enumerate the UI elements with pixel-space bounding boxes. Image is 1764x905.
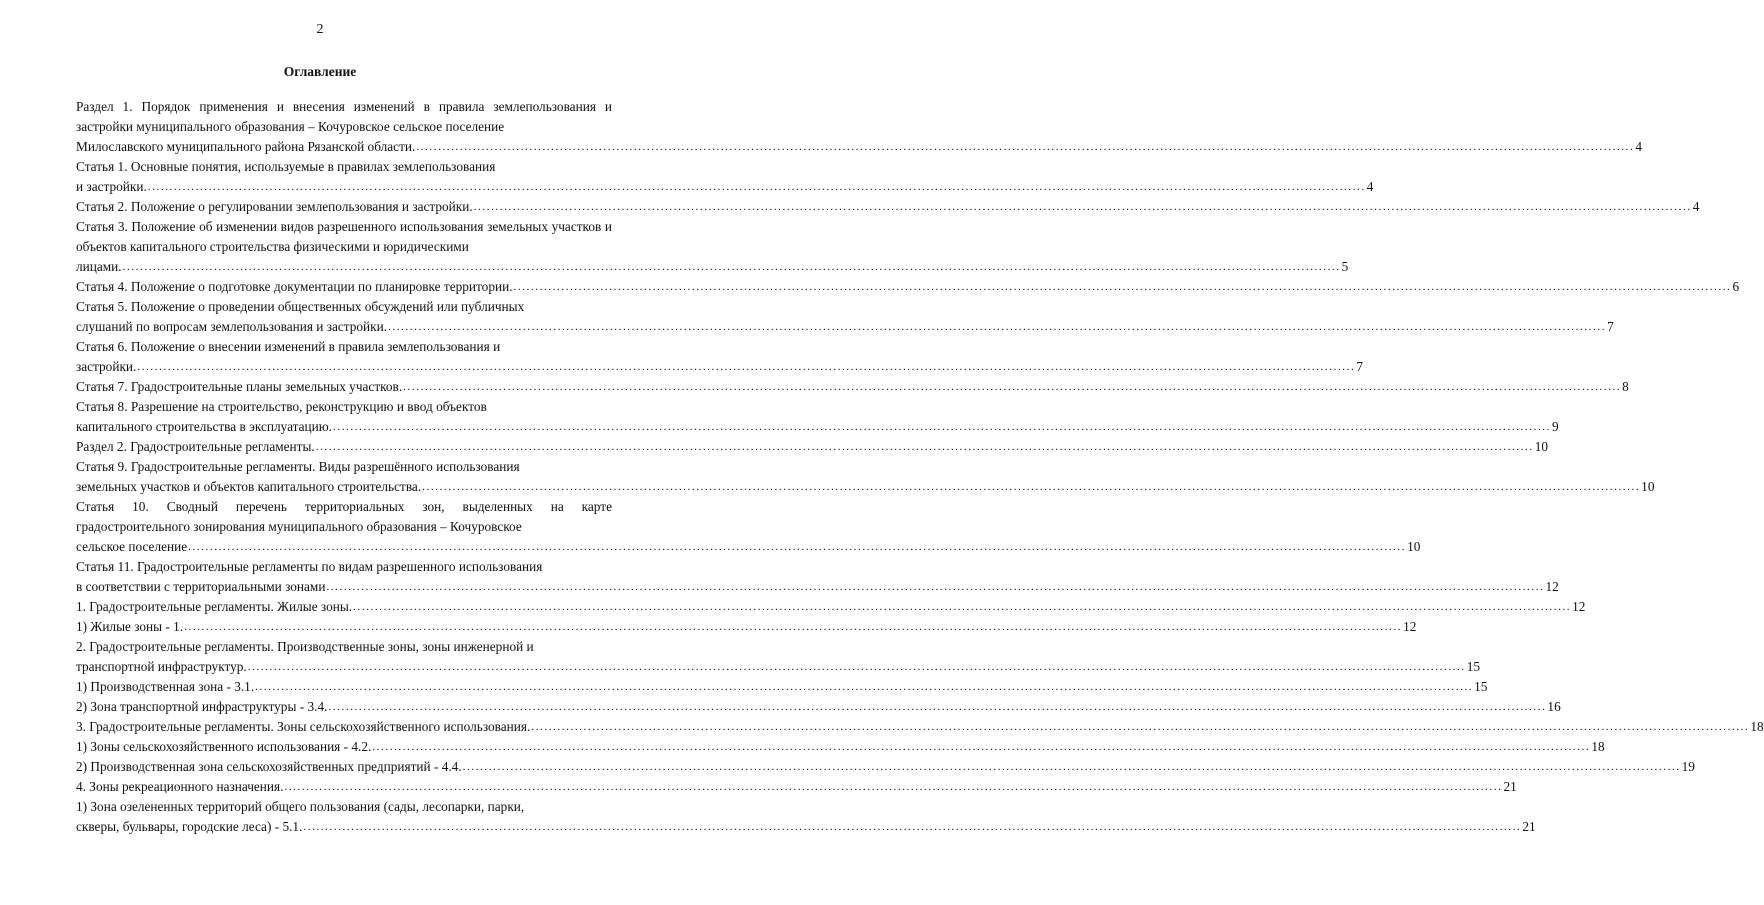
dot-leader: ........................................................................................................................................................................................................................................................................................ bbox=[328, 701, 1547, 713]
toc-entry-page: 18 bbox=[1750, 719, 1764, 734]
toc-entry-text: Статья 9. Градостроительные регламенты. Виды разрешённого использования bbox=[76, 459, 520, 474]
dot-leader: ........................................................................................................................................................................................................................................................................................ bbox=[122, 261, 1341, 273]
table-of-contents bbox=[76, 97, 1764, 837]
toc-entry[interactable] bbox=[76, 457, 1655, 497]
toc-entry[interactable] bbox=[76, 97, 1642, 157]
toc-entry-text: Статья 1. Основные понятия, используемые в правилах землепользования bbox=[76, 159, 496, 174]
toc-entry-tail: в соответствии с территориальными зонами bbox=[76, 579, 326, 594]
toc-entry-last-line bbox=[76, 617, 1417, 637]
toc-entry-page: 10 bbox=[1407, 539, 1421, 554]
toc-entry-tail: сельское поселение bbox=[76, 539, 188, 554]
toc-entry[interactable] bbox=[76, 297, 1614, 337]
dot-leader: ........................................................................................................................................................................................................................................................................................ bbox=[255, 681, 1474, 693]
toc-entry[interactable] bbox=[76, 557, 1559, 597]
toc-entry-last-line bbox=[76, 717, 1764, 737]
dot-leader: ........................................................................................................................................................................................................................................................................................ bbox=[137, 361, 1356, 373]
toc-entry-last-line bbox=[76, 657, 1481, 677]
toc-entry-page: 7 bbox=[1356, 359, 1363, 374]
toc-entry-tail: скверы, бульвары, городские леса) - 5.1. bbox=[76, 819, 303, 834]
dot-leader: ........................................................................................................................................................................................................................................................................................ bbox=[188, 541, 1407, 553]
toc-entry-page: 10 bbox=[1641, 479, 1655, 494]
toc-entry-page: 8 bbox=[1622, 379, 1629, 394]
toc-entry-last-line bbox=[76, 177, 1374, 197]
toc-entry-tail: Милославского муниципального района Рязанской области. bbox=[76, 139, 416, 154]
toc-entry-page: 10 bbox=[1534, 439, 1549, 454]
dot-leader: ........................................................................................................................................................................................................................................................................................ bbox=[315, 441, 1534, 453]
toc-entry-tail: земельных участков и объектов капитального строительства. bbox=[76, 479, 422, 494]
toc-entry-text: 1) Зона озелененных территорий общего пользования (сады, лесопарки, парки, bbox=[76, 799, 525, 814]
toc-entry-text: Статья 5. Положение о проведении общественных обсуждений или публичных bbox=[76, 299, 525, 314]
toc-entry[interactable] bbox=[76, 157, 1374, 197]
toc-entry-page: 18 bbox=[1591, 739, 1605, 754]
toc-entry-tail: 4. Зоны рекреационного назначения. bbox=[76, 779, 284, 794]
dot-leader: ........................................................................................................................................................................................................................................................................................ bbox=[284, 781, 1503, 793]
toc-entry-tail: 1) Производственная зона - 3.1. bbox=[76, 679, 255, 694]
toc-entry-tail: 2) Производственная зона сельскохозяйственных предприятий - 4.4. bbox=[76, 759, 462, 774]
toc-entry-tail: Статья 4. Положение о подготовке документации по планировке территории. bbox=[76, 279, 513, 294]
toc-entry-tail: 1) Зоны сельскохозяйственного использования - 4.2. bbox=[76, 739, 372, 754]
toc-entry-page: 4 bbox=[1635, 139, 1642, 154]
toc-entry-last-line bbox=[76, 437, 1549, 457]
toc-entry-text: Раздел 1. Порядок применения и внесения изменений в правила землепользования и застройки муниципального образования – Кочуровское сельское поселение bbox=[76, 99, 612, 134]
toc-entry-page: 9 bbox=[1552, 419, 1559, 434]
toc-entry[interactable] bbox=[76, 377, 1629, 397]
toc-entry-text: Статья 6. Положение о внесении изменений в правила землепользования и bbox=[76, 339, 501, 354]
toc-entry-page: 12 bbox=[1545, 579, 1559, 594]
dot-leader: ........................................................................................................................................................................................................................................................................................ bbox=[372, 741, 1591, 753]
toc-entry[interactable] bbox=[76, 797, 1536, 837]
toc-entry[interactable] bbox=[76, 737, 1605, 757]
toc-entry-tail: застройки. bbox=[76, 359, 137, 374]
toc-entry[interactable] bbox=[76, 437, 1549, 457]
dot-leader: ........................................................................................................................................................................................................................................................................................ bbox=[422, 481, 1641, 493]
toc-entry-last-line bbox=[76, 257, 1349, 277]
dot-leader: ........................................................................................................................................................................................................................................................................................ bbox=[462, 761, 1681, 773]
toc-entry-tail: 1) Жилые зоны - 1. bbox=[76, 619, 184, 634]
dot-leader: ........................................................................................................................................................................................................................................................................................ bbox=[326, 581, 1545, 593]
toc-entry-page: 6 bbox=[1732, 279, 1740, 294]
toc-entry-text: 2. Градостроительные регламенты. Производственные зоны, зоны инженерной и bbox=[76, 639, 534, 654]
dot-leader: ........................................................................................................................................................................................................................................................................................ bbox=[247, 661, 1466, 673]
dot-leader: ........................................................................................................................................................................................................................................................................................ bbox=[147, 181, 1366, 193]
toc-entry[interactable] bbox=[76, 197, 1700, 217]
dot-leader: ........................................................................................................................................................................................................................................................................................ bbox=[513, 281, 1732, 293]
toc-entry-tail: слушаний по вопросам землепользования и застройки. bbox=[76, 319, 388, 334]
toc-entry-page: 21 bbox=[1503, 779, 1517, 794]
toc-entry-last-line bbox=[76, 757, 1695, 777]
toc-entry-last-line bbox=[76, 817, 1536, 837]
toc-entry-tail: 1. Градостроительные регламенты. Жилые зоны. bbox=[76, 599, 353, 614]
toc-entry-last-line bbox=[76, 377, 1629, 397]
toc-entry[interactable] bbox=[76, 597, 1586, 617]
dot-leader: ........................................................................................................................................................................................................................................................................................ bbox=[473, 201, 1692, 213]
toc-entry-last-line bbox=[76, 317, 1614, 337]
toc-entry-last-line bbox=[76, 417, 1559, 437]
toc-entry-last-line bbox=[76, 697, 1561, 717]
toc-entry-page: 5 bbox=[1341, 259, 1349, 274]
toc-entry-tail: 3. Градостроительные регламенты. Зоны сельскохозяйственного использования. bbox=[76, 719, 531, 734]
toc-entry-tail: капитального строительства в эксплуатацию. bbox=[76, 419, 332, 434]
toc-entry-text: Статья 10. Сводный перечень территориальных зон, выделенных на карте градостроительного зонирования муниципального образования – Кочуровское bbox=[76, 499, 612, 534]
toc-entry[interactable] bbox=[76, 277, 1740, 297]
toc-entry-text: Статья 8. Разрешение на строительство, реконструкцию и ввод объектов bbox=[76, 399, 487, 414]
toc-entry-page: 15 bbox=[1474, 679, 1488, 694]
toc-entry-page: 16 bbox=[1547, 699, 1561, 714]
page-number: 2 bbox=[316, 22, 324, 37]
toc-entry-page: 7 bbox=[1607, 319, 1614, 334]
toc-entry-last-line bbox=[76, 537, 1421, 557]
toc-entry-tail: 2) Зона транспортной инфраструктуры - 3.4. bbox=[76, 699, 328, 714]
toc-entry[interactable] bbox=[76, 697, 1561, 717]
dot-leader: ........................................................................................................................................................................................................................................................................................ bbox=[184, 621, 1403, 633]
toc-entry[interactable] bbox=[76, 337, 1363, 377]
dot-leader: ........................................................................................................................................................................................................................................................................................ bbox=[388, 321, 1607, 333]
toc-entry[interactable] bbox=[76, 717, 1764, 737]
toc-entry-last-line bbox=[76, 477, 1655, 497]
toc-entry[interactable] bbox=[76, 677, 1488, 697]
toc-entry-tail: лицами. bbox=[76, 259, 122, 274]
toc-entry-text: Статья 3. Положение об изменении видов разрешенного использования земельных участков и объектов капитального строительства физическими и юридическими bbox=[76, 219, 612, 254]
toc-entry-page: 19 bbox=[1681, 759, 1695, 774]
toc-entry-text: Статья 11. Градостроительные регламенты по видам разрешенного использования bbox=[76, 559, 543, 574]
toc-entry-page: 12 bbox=[1403, 619, 1417, 634]
toc-entry-last-line bbox=[76, 737, 1605, 757]
toc-entry[interactable] bbox=[76, 777, 1517, 797]
toc-entry[interactable] bbox=[76, 617, 1417, 637]
toc-title: Оглавление bbox=[283, 64, 357, 79]
toc-entry[interactable] bbox=[76, 757, 1695, 777]
dot-leader: ........................................................................................................................................................................................................................................................................................ bbox=[416, 141, 1635, 153]
dot-leader: ........................................................................................................................................................................................................................................................................................ bbox=[303, 821, 1522, 833]
dot-leader: ........................................................................................................................................................................................................................................................................................ bbox=[531, 721, 1750, 733]
toc-entry[interactable] bbox=[76, 397, 1559, 437]
toc-entry-last-line bbox=[76, 777, 1517, 797]
toc-entry[interactable] bbox=[76, 217, 1349, 277]
toc-entry-last-line bbox=[76, 137, 1642, 157]
toc-entry[interactable] bbox=[76, 497, 1421, 557]
toc-entry[interactable] bbox=[76, 637, 1481, 677]
dot-leader: ........................................................................................................................................................................................................................................................................................ bbox=[353, 601, 1572, 613]
toc-entry-last-line bbox=[76, 597, 1586, 617]
toc-entry-last-line bbox=[76, 277, 1740, 297]
dot-leader: ........................................................................................................................................................................................................................................................................................ bbox=[403, 381, 1622, 393]
toc-entry-last-line bbox=[76, 357, 1363, 377]
toc-entry-last-line bbox=[76, 197, 1700, 217]
toc-entry-page: 4 bbox=[1366, 179, 1374, 194]
toc-entry-tail: и застройки. bbox=[76, 179, 147, 194]
toc-entry-tail: транспортной инфраструктур. bbox=[76, 659, 247, 674]
dot-leader: ........................................................................................................................................................................................................................................................................................ bbox=[333, 421, 1551, 433]
toc-entry-page: 12 bbox=[1572, 599, 1586, 614]
toc-entry-page: 15 bbox=[1466, 659, 1481, 674]
toc-entry-page: 21 bbox=[1522, 819, 1536, 834]
toc-entry-tail: Статья 2. Положение о регулировании землепользования и застройки. bbox=[76, 199, 473, 214]
toc-entry-tail: Раздел 2. Градостроительные регламенты. bbox=[76, 439, 315, 454]
toc-entry-tail: Статья 7. Градостроительные планы земельных участков. bbox=[76, 379, 403, 394]
toc-entry-last-line bbox=[76, 577, 1559, 597]
toc-entry-page: 4 bbox=[1692, 199, 1700, 214]
toc-entry-last-line bbox=[76, 677, 1488, 697]
